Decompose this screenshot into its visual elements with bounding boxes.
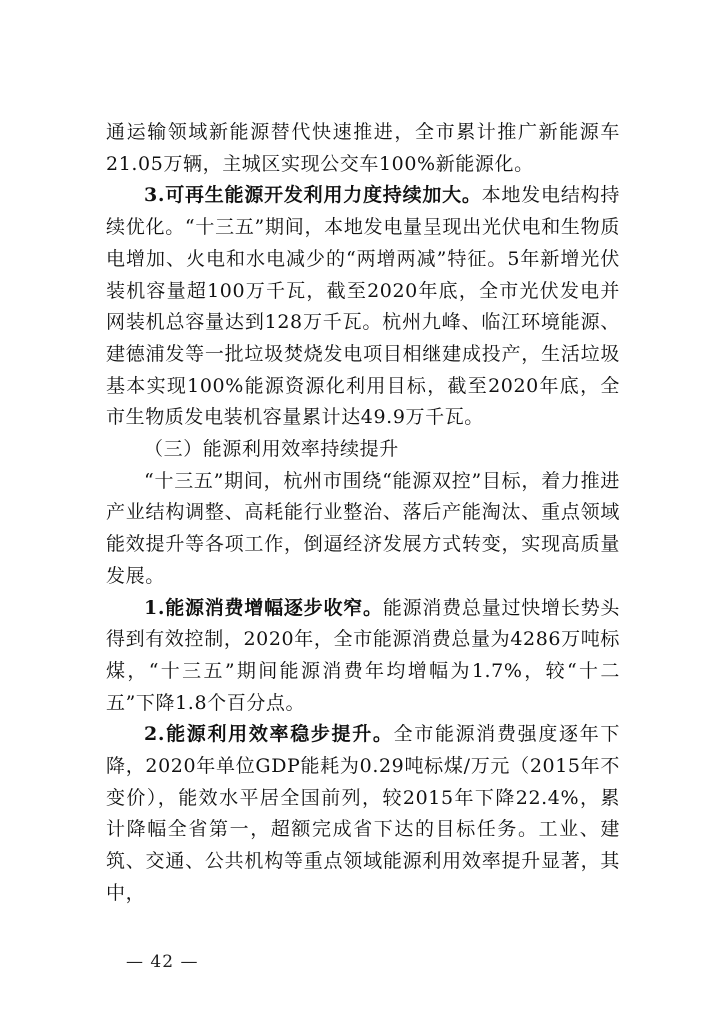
paragraph-efficiency [106,719,620,909]
paragraph-text: “十三五”期间，杭州市围绕“能源双控”目标，着力推进产业结构调整、高耗能行业整治、落后产能淘汰、重点领域能效提升等各项工作，倒逼经济发展方式转变，实现高质量发展。 [106,469,620,587]
paragraph-text: 本地发电结构持续优化。“十三五”期间，本地发电量呈现出光伏电和生物质电增加、火电和水电减少的“两增两减”特征。5年新增光伏装机容量超100万千瓦，截至2020年底，全市光伏发电并网装机总容量达到128万千瓦。杭州九峰、临江环境能源、建德浦发等一批垃圾焚烧发电项目相继建成投产，生活垃圾基本实现100%能源资源化利用目标，截至2020年底，全市生物质发电装机容量累计达49.9万千瓦。 [106,184,621,429]
paragraph-consumption [106,593,620,720]
paragraph-renewable [106,180,620,434]
paragraph-lead: 3.可再生能源开发利用力度持续加大。 [144,184,482,207]
paragraph-lead: 2.能源利用效率稳步提升。 [144,723,394,746]
page-number: — 42 — [126,952,199,972]
paragraph-lead: 1.能源消费增幅逐步收窄。 [144,596,383,619]
paragraph-transport [106,117,620,180]
paragraph-text: 全市能源消费强度逐年下降，2020年单位GDP能耗为0.29吨标煤/万元（2015年不变价），能效水平居全国前列，较2015年下降22.4%，累计降幅全省第一，超额完成省下达的目标任务。工业、建筑、交通、公共机构等重点领域能源利用效率提升显著，其中， [106,723,620,904]
paragraph-intro [106,466,620,593]
section-heading: （三）能源利用效率持续提升 [144,438,399,461]
paragraph-text: 能源消费总量过快增长势头得到有效控制，2020年，全市能源消费总量为4286万吨标煤，“十三五”期间能源消费年均增幅为1.7%，较“十二五”下降1.8个百分点。 [106,596,621,714]
body-text [106,117,620,910]
paragraph-text: 通运输领域新能源替代快速推进，全市累计推广新能源车21.05万辆，主城区实现公交车100%新能源化。 [106,121,620,175]
